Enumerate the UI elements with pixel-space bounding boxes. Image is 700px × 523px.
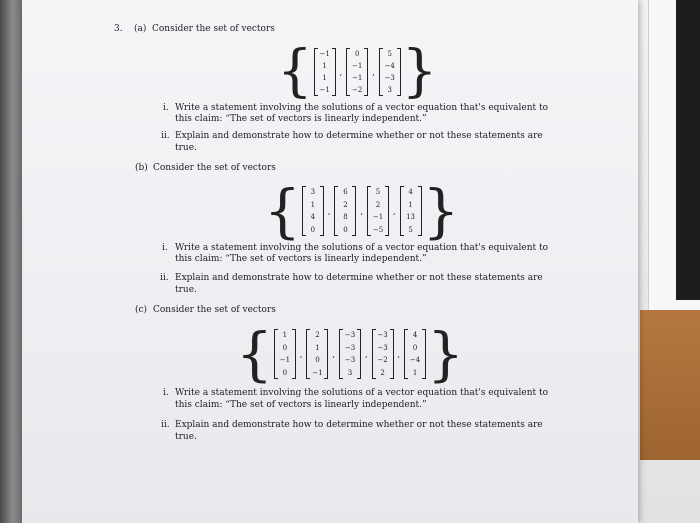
vector-a-3 — [379, 48, 401, 96]
part-a-label: (a) — [134, 24, 147, 34]
vector-entry: −1 — [279, 356, 291, 365]
part-b-item-ii-line2: true. — [175, 285, 197, 295]
worksheet-page — [22, 0, 638, 523]
part-a-item-ii-line1: Explain and demonstrate how to determine whether or not these statements are — [175, 131, 543, 141]
vector-c-4 — [372, 329, 394, 379]
part-a-item-i-line2: this claim: “The set of vectors is linearly independent.” — [175, 114, 427, 124]
part-a-item-i-label: i. — [163, 103, 169, 113]
part-b-item-i-label: i. — [162, 243, 168, 253]
vector-entry: −1 — [312, 368, 323, 377]
vector-entry: −3 — [344, 356, 356, 365]
vector-entry: 0 — [343, 225, 348, 234]
vector-entry: 4 — [310, 213, 316, 222]
vector-entry: 6 — [343, 188, 348, 197]
problem-number: 3. — [114, 24, 123, 34]
vector-separator: , — [299, 349, 303, 359]
vector-a-2 — [346, 48, 368, 96]
vector-b-2 — [334, 186, 356, 236]
set-brace-open: { — [236, 320, 273, 388]
vector-entry: 1 — [322, 62, 327, 70]
set-brace-open: { — [264, 177, 301, 245]
vector-entry: −2 — [377, 356, 388, 365]
vector-entry: 4 — [408, 188, 413, 197]
vector-c-5 — [404, 329, 426, 379]
vector-c-3 — [339, 329, 361, 379]
part-b-item-i-line1: Write a statement involving the solutions of a vector equation that's equivalent to — [175, 243, 549, 253]
part-b-label: (b) — [135, 163, 148, 173]
vector-separator: , — [365, 349, 368, 359]
vector-entry: 0 — [310, 225, 316, 234]
part-a-intro: Consider the set of vectors — [152, 24, 275, 34]
vector-c-2 — [306, 329, 328, 379]
vector-entry: −5 — [372, 225, 384, 234]
vector-set-a — [277, 39, 438, 104]
vector-entry: 2 — [315, 331, 320, 340]
vector-a-1 — [314, 48, 336, 96]
vector-entry: 1 — [412, 368, 418, 377]
vector-entry: −3 — [377, 331, 388, 340]
part-c-item-i-label: i. — [163, 388, 169, 398]
vector-separator: , — [397, 349, 401, 359]
vector-entry: −4 — [409, 356, 421, 365]
set-brace-open: { — [277, 39, 313, 104]
vector-entry: −3 — [344, 343, 356, 352]
part-c-item-i-line1: Write a statement involving the solutions of a vector equation that's equivalent to — [175, 388, 549, 398]
background-card-stripe — [676, 0, 700, 300]
vector-separator: , — [393, 206, 396, 216]
vector-entry: 4 — [412, 331, 418, 340]
vector-b-1 — [302, 186, 324, 236]
part-a-item-i-line1: Write a statement involving the solutions of a vector equation that's equivalent to — [175, 103, 549, 113]
vector-entry: −1 — [352, 74, 363, 82]
vector-set-c — [236, 320, 464, 388]
vector-separator: , — [360, 206, 363, 216]
vector-entry: 0 — [412, 343, 418, 352]
vector-entry: 5 — [387, 50, 392, 58]
vector-entry: −1 — [372, 213, 384, 222]
part-c-item-ii-line1: Explain and demonstrate how to determine whether or not these statements are — [175, 420, 543, 430]
vector-entry: 5 — [375, 188, 381, 197]
part-c-intro: Consider the set of vectors — [153, 305, 276, 315]
part-c-item-ii-label: ii. — [161, 420, 170, 430]
vector-entry: −1 — [319, 50, 330, 58]
vector-entry: −1 — [319, 86, 330, 94]
vector-separator: , — [327, 206, 331, 216]
vector-entry: 0 — [354, 50, 360, 58]
vector-entry: −2 — [352, 86, 363, 94]
set-brace-close: } — [401, 39, 438, 104]
vector-entry: 2 — [343, 200, 348, 209]
part-b-item-i-line2: this claim: “The set of vectors is linearly independent.” — [175, 254, 427, 264]
vector-entry: 0 — [315, 356, 320, 365]
vector-b-3 — [367, 186, 389, 236]
vector-entry: 8 — [343, 213, 348, 222]
part-c-item-i-line2: this claim: “The set of vectors is linearly independent.” — [175, 400, 427, 410]
vector-entry: −3 — [344, 331, 356, 340]
vector-entry: 3 — [347, 368, 353, 377]
vector-entry: −1 — [352, 62, 363, 70]
vector-entry: 0 — [282, 343, 288, 352]
vector-entry: 3 — [387, 86, 392, 94]
part-c-item-ii-line2: true. — [175, 432, 197, 442]
vector-entry: 1 — [322, 74, 327, 82]
vector-entry: 1 — [282, 331, 288, 340]
vector-set-b — [264, 177, 460, 245]
vector-separator: , — [332, 349, 335, 359]
part-b-intro: Consider the set of vectors — [153, 163, 276, 173]
part-a-item-ii-line2: true. — [175, 143, 197, 153]
set-brace-close: } — [427, 320, 464, 388]
part-a-item-ii-label: ii. — [161, 131, 170, 141]
set-brace-close: } — [422, 177, 460, 245]
vector-entry: 13 — [406, 213, 415, 222]
vector-separator: , — [372, 67, 375, 77]
vector-entry: 1 — [310, 200, 316, 209]
vector-entry: 1 — [408, 200, 413, 209]
desk-corner — [640, 310, 700, 460]
part-b-item-ii-label: ii. — [160, 273, 169, 283]
vector-entry: 1 — [315, 343, 320, 352]
vector-entry: 3 — [310, 188, 316, 197]
vector-entry: 0 — [282, 368, 288, 377]
vector-entry: 5 — [408, 225, 413, 234]
vector-entry: 2 — [380, 368, 385, 377]
vector-entry: 2 — [375, 200, 381, 209]
part-c-label: (c) — [135, 305, 148, 315]
vector-entry: −3 — [377, 343, 388, 352]
vector-separator: , — [339, 67, 343, 77]
vector-c-1 — [274, 329, 296, 379]
vector-entry: −3 — [384, 74, 395, 82]
part-b-item-ii-line1: Explain and demonstrate how to determine whether or not these statements are — [175, 273, 543, 283]
vector-entry: −4 — [384, 62, 395, 70]
vector-b-4 — [400, 186, 422, 236]
